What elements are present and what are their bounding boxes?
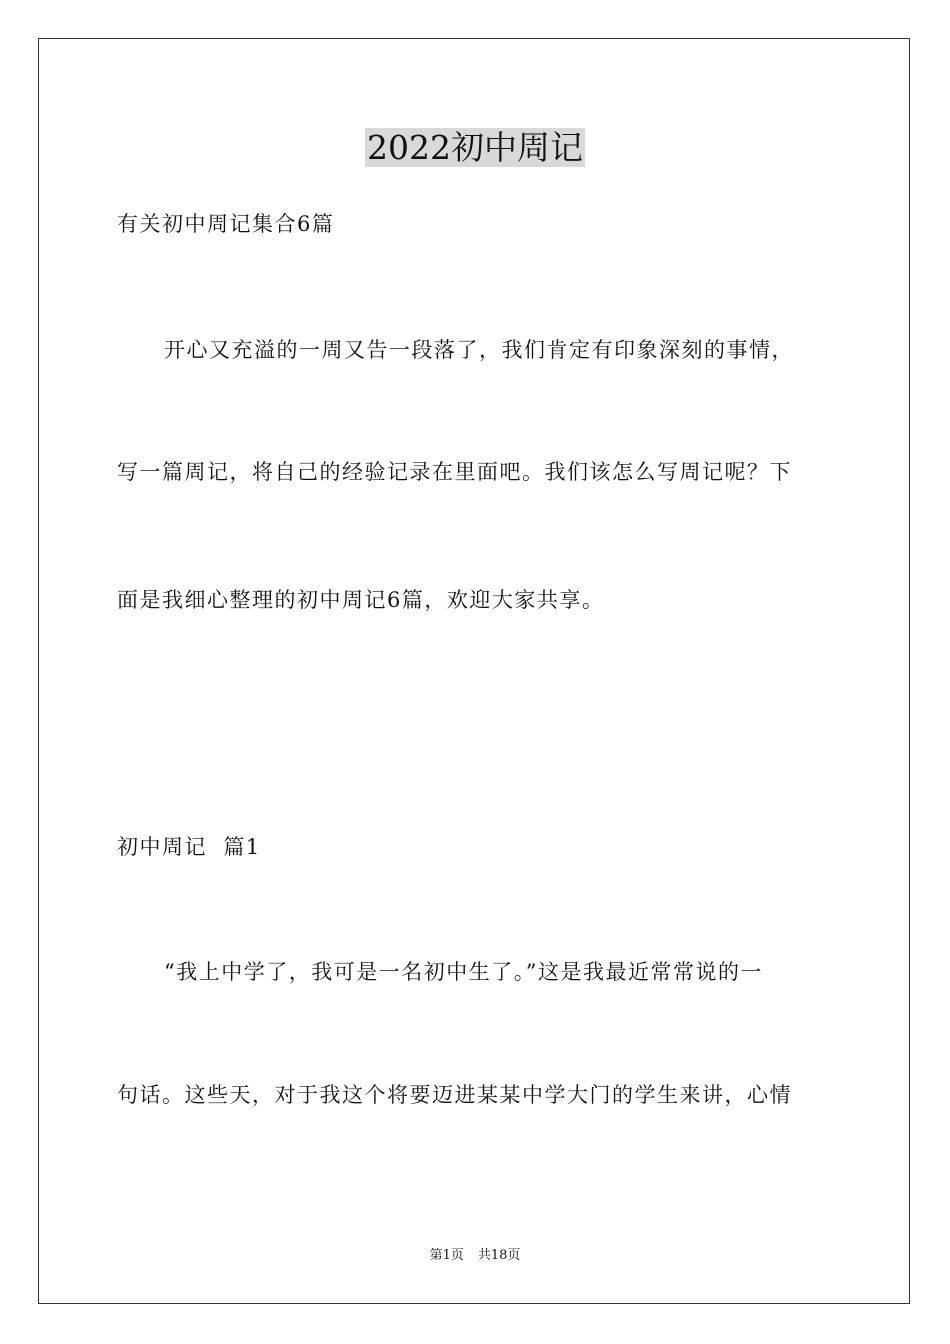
body-line-1: “我上中学了，我可是一名初中生了。”这是我最近常常说的一 xyxy=(164,960,763,984)
intro-line-3: 面是我细心整理的初中周记6篇，欢迎大家共享。 xyxy=(117,588,605,612)
document-title-text: 2022初中周记 xyxy=(367,128,583,167)
page-total: 共18页 xyxy=(477,1248,521,1263)
page-footer xyxy=(0,1247,950,1265)
page-number: 第1页 xyxy=(429,1248,464,1263)
body-line-2: 句话。这些天，对于我这个将要迈进某某中学大门的学生来讲，心情 xyxy=(117,1083,792,1107)
section-heading: 初中周记 篇1 xyxy=(117,835,261,859)
intro-line-2: 写一篇周记，将自己的经验记录在里面吧。我们该怎么写周记呢？下 xyxy=(117,460,792,484)
intro-line-1: 开心又充溢的一周又告一段落了，我们肯定有印象深刻的事情， xyxy=(164,338,794,362)
document-title xyxy=(0,126,950,170)
document-subtitle: 有关初中周记集合6篇 xyxy=(117,212,335,236)
